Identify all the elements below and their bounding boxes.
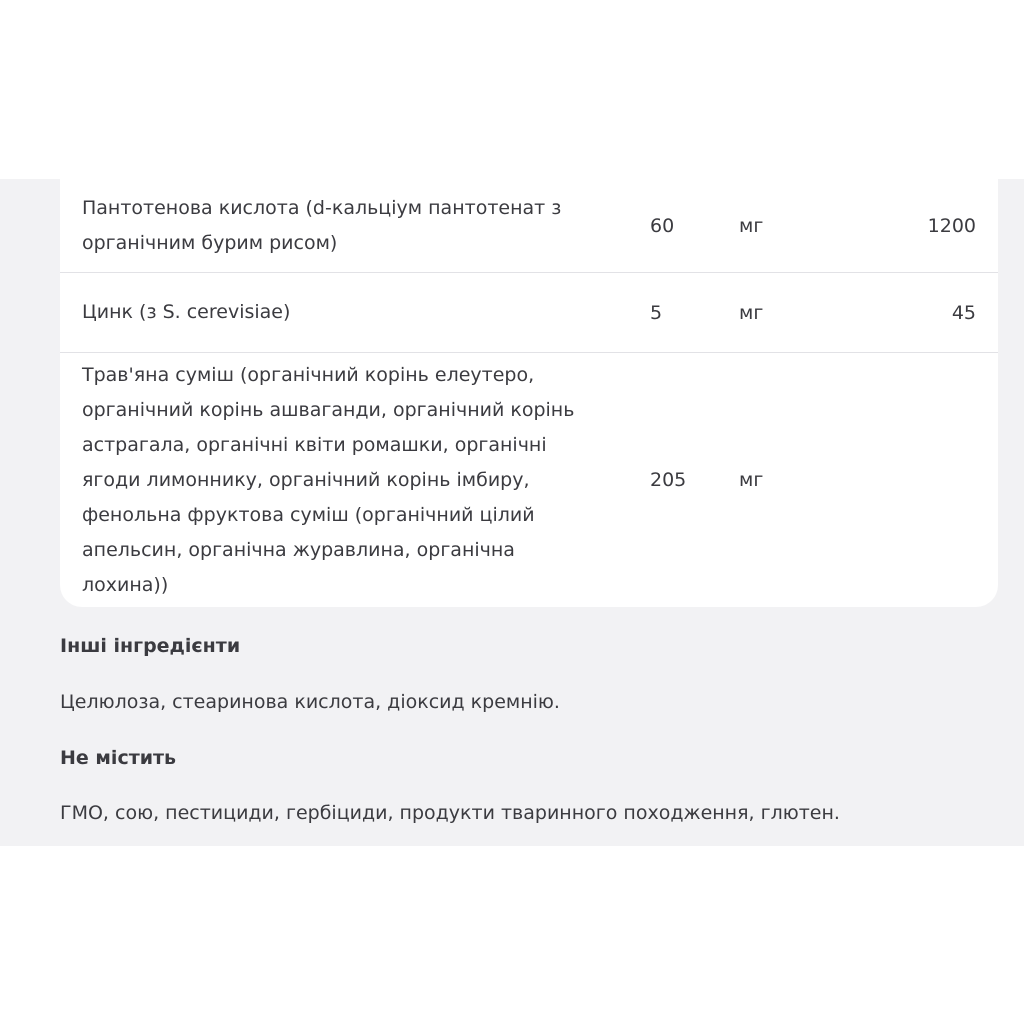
nutrient-unit: мг	[739, 214, 764, 237]
nutrient-daily-value: 1200	[927, 214, 976, 237]
other-ingredients-heading: Інші інгредієнти	[60, 635, 241, 657]
nutrient-amount: 5	[650, 301, 663, 324]
does-not-contain-heading: Не містить	[60, 747, 177, 769]
other-ingredients-text: Целюлоза, стеаринова кислота, діоксид кремнію.	[60, 691, 560, 713]
nutrient-unit: мг	[739, 469, 764, 491]
nutrient-amount: 60	[650, 214, 675, 237]
nutrient-daily-value: 45	[951, 301, 976, 324]
nutrient-unit: мг	[739, 301, 764, 324]
nutrient-table	[60, 179, 998, 607]
nutrient-amount: 205	[650, 469, 687, 491]
nutrient-name: Пантотенова кислота (d-кальціум пантотенат з органічним бурим рисом)	[82, 196, 562, 254]
does-not-contain-text: ГМО, сою, пестициди, гербіциди, продукти тваринного походження, глютен.	[60, 802, 840, 824]
nutrient-name: Трав'яна суміш (органічний корінь елеутеро, органічний корінь ашваганди, органічний корінь астрагала, органічні квіти ромашки, органічні ягоди лимоннику, органічний корінь імбиру, фенольна фруктова суміш (органічний цілий апельсин, органічна журавлина, органічна лохина))	[82, 363, 575, 596]
table-row	[60, 179, 998, 273]
nutrient-name: Цинк (з S. cerevisiae)	[82, 301, 291, 323]
table-row	[60, 353, 998, 607]
table-row	[60, 273, 998, 353]
